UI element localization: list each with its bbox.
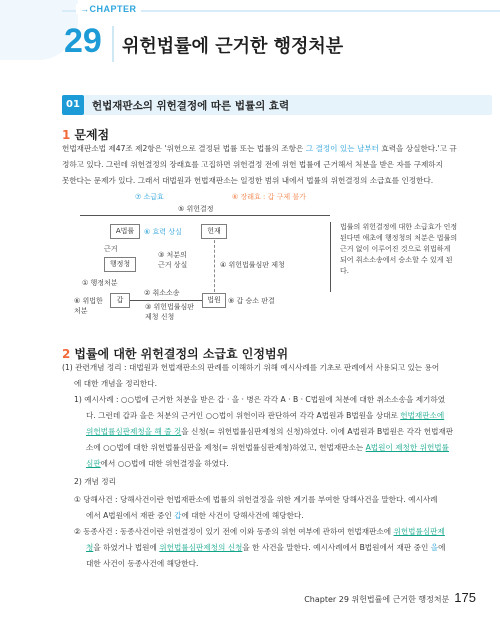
admin-act-label: ① 행정처분 [82, 279, 118, 287]
footer-text: Chapter 29 위헌법률에 근거한 행정처분 [304, 595, 450, 604]
side-note: 법률의 위헌결정에 대한 소급효가 인정된다면 애초에 행정청의 처분은 법률의 근거 없이 이루어진 것으로 위법하게 되어 취소소송에서 승소할 수 있게 된다. [340, 223, 458, 275]
review-arrow [214, 240, 215, 292]
item-1 [62, 360, 492, 392]
concept-1-line: ① 당해사건 : 당해사건이란 헌법재판소에 법률의 위헌결정을 위한 계기를 부여한 당해사건을 말한다. 예시사례 [74, 495, 438, 504]
subsection-1-title: 문제점 [74, 128, 110, 142]
disposal-basis-lost: ③ 처분의 근거 상실 [158, 251, 188, 269]
judicial-review-label: ④ 위헌법률심판 제청 [220, 261, 285, 269]
concept-label: 2) 개념 정리 [74, 477, 116, 486]
chapter-label: → CHAPTER [76, 4, 141, 14]
review-request-label: ③ 위헌법률심판 제청 신청 [145, 303, 195, 321]
example-line: 소에 ○○법에 대한 위헌법률심판을 제청(= 위헌법률심판제청)하였고, 헌법재판소는 A법원이 제청한 위헌법률 [86, 443, 449, 452]
law-a-box: A법률 [110, 224, 140, 239]
subsection-2-title: 법률에 대한 위헌결정의 소급효 인정범위 [74, 347, 289, 361]
para-line: 헌법재판소법 제47조 제2항은 '위헌으로 결정된 법률 또는 법률의 조항은 그 결정이 있는 날부터 효력을 상실한다.'고 규 [62, 144, 457, 153]
section-number: 01 [62, 95, 84, 115]
item-1-line: 에 대한 개념을 정리한다. [74, 379, 158, 388]
decision-label: ⑤ 위헌결정 [178, 205, 214, 213]
section-title: 헌법재판소의 위헌결정에 따른 법률의 효력 [92, 100, 290, 112]
suit-line [130, 300, 202, 301]
concept-2 [74, 524, 492, 572]
prospective-label: ⑥ 장래효 : 갑 구제 불가 [232, 193, 306, 201]
example-line: 1) 예시사례 : ○○법에 근거한 처분을 받은 갑 · 을 · 병은 각각 A · B · C법원에 처분에 대한 취소소송을 제기하였 [74, 395, 446, 404]
chapter-title: 위헌법률에 근거한 행정처분 [122, 36, 344, 57]
timeline [80, 215, 330, 216]
concept-1 [74, 492, 492, 524]
page-number: 175 [454, 590, 476, 605]
effect-lost-label: ⑥ 효력 상실 [144, 228, 182, 236]
concept-2-line: 대한 사건이 동종사건에 해당한다. [86, 559, 199, 568]
subsection-1-paragraph [62, 141, 492, 189]
win-label: ⑨ 갑 승소 판결 [228, 297, 275, 305]
section-header [62, 95, 492, 115]
concept-2-line: ② 동종사건 : 동종사건이란 위헌결정이 있기 전에 이와 동종의 위헌 여부에 관하여 헌법재판소에 위헌법률심판제 [74, 527, 445, 536]
example-line: 심판에서 ○○법에 대한 위헌결정을 하였다. [86, 459, 229, 468]
chapter-divider [112, 26, 114, 62]
concept-2-line: 청을 하였거나 법원에 위헌법률심판제청의 신청을 한 사건을 말한다. 예시사례에서 B법원에서 재판 중인 을에 [86, 543, 446, 552]
concept-1-line: 에서 A법원에서 재판 중인 갑에 대한 사건이 당해사건에 해당한다. [86, 511, 304, 520]
plaintiff-box: 갑 [110, 293, 130, 308]
para-line: 정하고 있다. 그런데 위헌결정의 장래효를 고집하면 위헌결정 전에 위헌 법률에 근거해서 처분을 받은 자를 구제하지 [62, 160, 443, 169]
court-box: 법원 [202, 293, 226, 308]
basis-label: 근거 [104, 245, 118, 253]
para-line: 못한다는 문제가 있다. 그래서 대법원과 헌법재판소는 일정한 범위 내에서 법률의 위헌결정의 소급효를 인정한다. [62, 176, 434, 185]
example-case [74, 392, 492, 472]
agency-box: 행정청 [104, 257, 136, 272]
item-1-line: (1) 관련개념 정리 : 대법원과 헌법재판소의 판례를 이해하기 위해 예시사례를 기초로 판례에서 사용되고 있는 용어 [62, 363, 440, 372]
side-bracket [330, 222, 331, 292]
retroactive-label: ⑦ 소급효 [135, 193, 164, 201]
subsection-1-number: 1 [62, 128, 71, 142]
subsection-2-number: 2 [62, 347, 71, 361]
chapter-number: 29 [64, 22, 102, 60]
cancel-suit-label: ② 취소소송 [144, 289, 180, 297]
page-footer [304, 590, 476, 605]
example-line: 다. 그런데 갑과 을은 처분의 근거인 ○○법이 위헌이라 판단하여 각각 A법원과 B법원을 상대로 헌법재판소에 [86, 411, 445, 420]
illegal-disposal-label: ⑥ 위법한 처분 [74, 297, 103, 315]
chapter-rule [62, 4, 500, 14]
const-court-box: 헌재 [201, 224, 227, 239]
example-line: 위헌법률심판제청을 해 줄 것을 신청(= 위헌법률심판제청의 신청)하였다. 이에 A법원과 B법원은 각각 헌법재판 [86, 427, 454, 436]
